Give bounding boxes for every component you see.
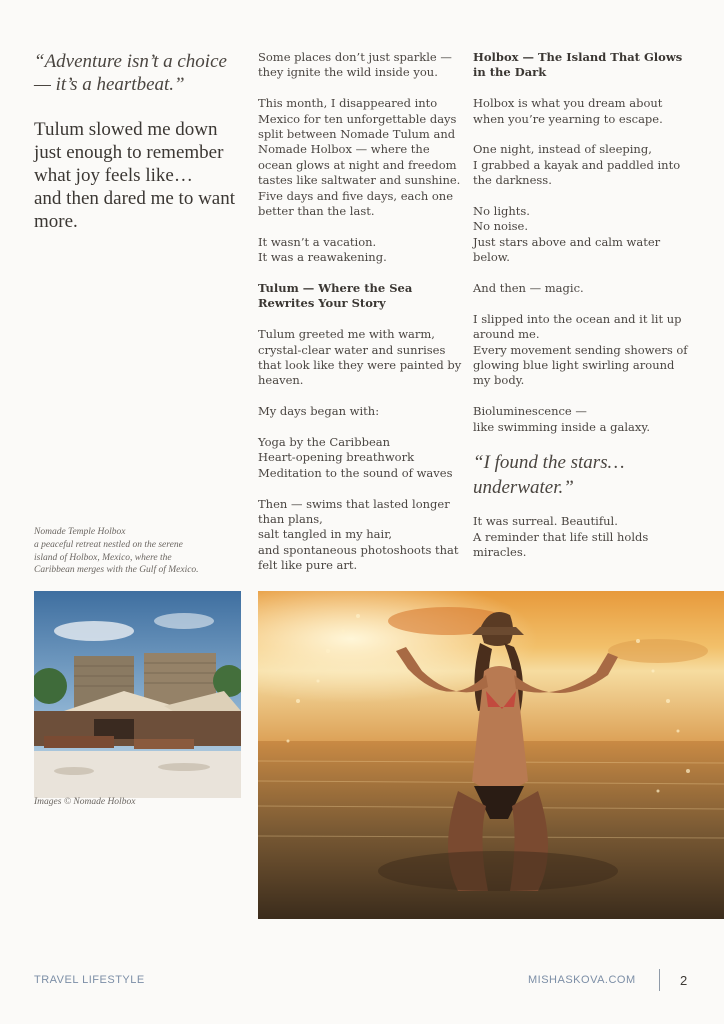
section-heading-tulum: Tulum — Where the Sea Rewrites Your Story: [258, 281, 413, 311]
beach-photo-illustration: [258, 591, 724, 919]
photo-credit: Images © Nomade Holbox: [34, 797, 136, 807]
paragraph: [473, 514, 693, 560]
list-item: Meditation to the sound of waves: [258, 465, 453, 480]
opening-quote: “Adventure isn’t a choice — it’s a heartbeat.”: [34, 51, 227, 95]
paragraph: Some places don’t just sparkle — they ignite the wild inside you.: [258, 50, 452, 80]
text-line: No lights.: [473, 204, 530, 219]
text-line: Just stars above and calm water below.: [473, 234, 661, 265]
text-line: I grabbed a kayak and paddled into the darkness.: [473, 157, 681, 188]
paragraph: Holbox is what you dream about when you’re yearning to escape.: [473, 96, 663, 126]
text-line: A reminder that life still holds miracles.: [473, 529, 649, 560]
text-line: like swimming inside a galaxy.: [473, 419, 650, 434]
pull-quote: “I found the stars… underwater.”: [473, 452, 625, 499]
footer-divider: [659, 969, 660, 991]
text-line: Every movement sending showers of glowing blue light swirling around my body.: [473, 342, 688, 388]
text-line: It was surreal. Beautiful.: [473, 514, 618, 529]
text-line: No noise.: [473, 219, 529, 234]
footer-section-label: TRAVEL LIFESTYLE: [34, 974, 145, 986]
text-line: Then — swims that lasted longer than plans,: [258, 496, 450, 527]
beach-photo: [258, 591, 724, 919]
section-heading-holbox: Holbox — The Island That Glows in the Dark: [473, 50, 683, 80]
paragraph: [473, 142, 693, 188]
article-column-middle: [258, 50, 463, 589]
article-column-right: [473, 50, 693, 576]
text-line: It was a reawakening.: [258, 250, 387, 265]
photo-caption: [34, 526, 204, 577]
text-line: Bioluminescence —: [473, 404, 587, 419]
caption-text: a peaceful retreat nestled on the serene island of Holbox, Mexico, where the Caribbean merges with the Gulf of Mexico.: [34, 539, 199, 576]
paragraph: [258, 235, 463, 266]
footer-site-link[interactable]: MISHASKOVA.COM: [528, 974, 636, 986]
hotel-photo: [34, 591, 241, 798]
list-item: Heart-opening breathwork: [258, 450, 415, 465]
text-line: It wasn’t a vacation.: [258, 234, 377, 249]
hotel-photo-illustration: [34, 591, 241, 798]
paragraph: Tulum greeted me with warm, crystal-clear water and sunrises that look like they were painted by heaven.: [258, 327, 462, 388]
text-line: salt tangled in my hair,: [258, 527, 393, 542]
list-item: Yoga by the Caribbean: [258, 435, 391, 450]
paragraph: [473, 204, 693, 266]
text-line: and spontaneous photoshoots that felt like pure art.: [258, 542, 459, 573]
paragraph: This month, I disappeared into Mexico for ten unforgettable days split between Nomade Tulum and Nomade Holbox — where the ocean glows at night and freedom tastes like saltwater and sunshine. Five days and five days, each one better than the last.: [258, 96, 461, 219]
intro-line: Tulum slowed me down just enough to remember what joy feels like…: [34, 119, 224, 186]
paragraph: [473, 312, 693, 389]
caption-title: Nomade Temple Holbox: [34, 527, 126, 537]
page-number: 2: [680, 973, 688, 988]
text-line: I slipped into the ocean and it lit up around me.: [473, 311, 682, 342]
paragraph: And then — magic.: [473, 281, 584, 296]
activity-list: [258, 435, 463, 481]
text-line: One night, instead of sleeping,: [473, 142, 652, 157]
intro-text: [34, 118, 249, 233]
paragraph: [473, 404, 693, 435]
paragraph: My days began with:: [258, 404, 380, 419]
intro-line: and then dared me to want more.: [34, 188, 236, 232]
paragraph: [258, 497, 463, 574]
